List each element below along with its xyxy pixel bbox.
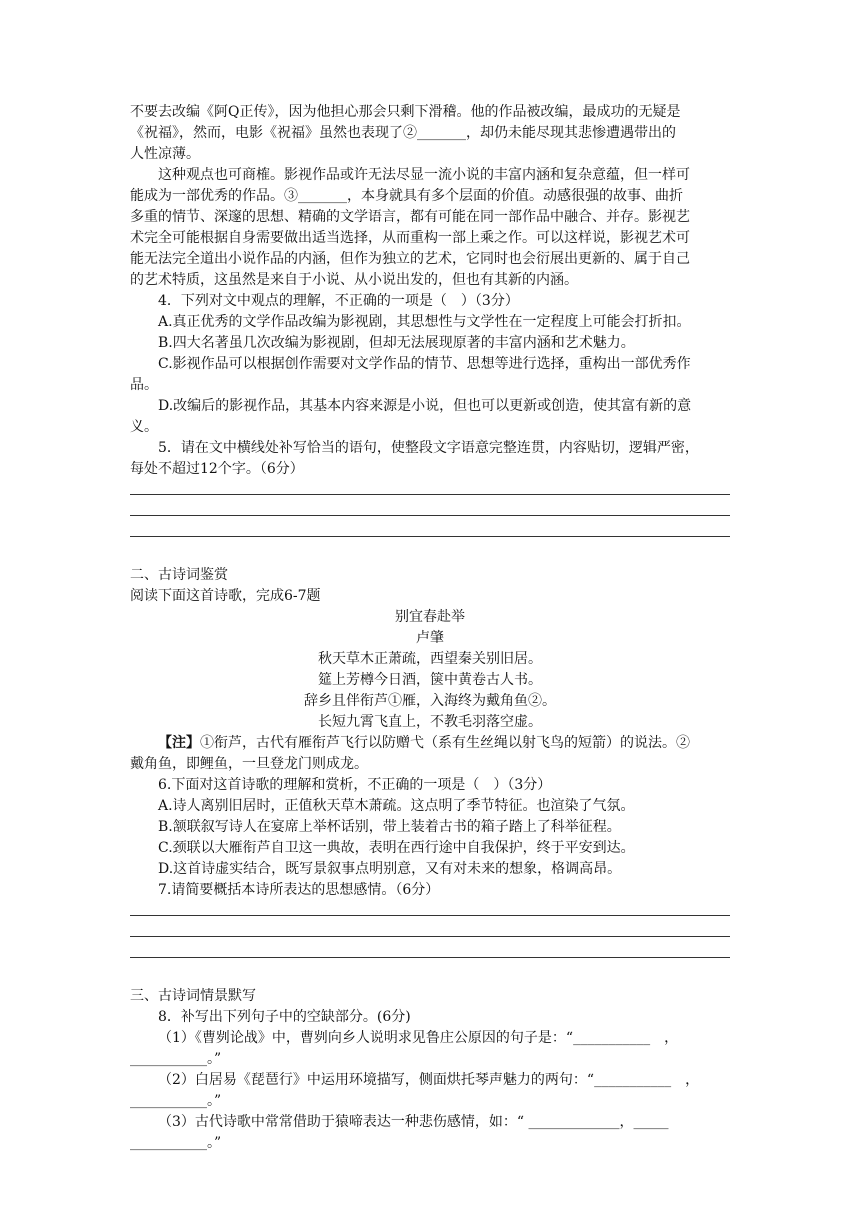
question-8-stem: 8．补写出下列句子中的空缺部分。(6分) [158,1009,411,1025]
option-c: C.影视作品可以根据创作需要对文学作品的情节、思想等进行选择，重构出一部优秀作 [158,356,691,372]
section-poetry-dictation [130,986,730,1154]
question-stem: 7.请简要概括本诗所表达的思想感情。（6分） [158,882,440,898]
question-stem-cont: 每处不超过12个字。（6分） [130,461,304,477]
document-content [130,102,730,1154]
option-d: D.这首诗虚实结合，既写景叙事点明别意，又有对未来的想象，格调高昂。 [158,861,622,877]
answer-line[interactable] [130,515,730,516]
passage-line: 能无法完全道出小说作品的内涵，但作为独立的艺术，它同时也会衍展出更新的、属于自己 [130,251,690,267]
option-d: D.改编后的影视作品，其基本内容来源是小说，但也可以更新或创造，使其富有新的意 [158,398,692,414]
dictation-item-1-cont: ___________。” [130,1051,222,1067]
answer-line[interactable] [130,915,730,916]
option-d-cont: 义。 [130,419,158,435]
option-b: B.颔联叙写诗人在宴席上举杯话别，带上装着古书的箱子踏上了科举征程。 [158,819,621,835]
passage-line: 的艺术特质，这虽然是来自于小说、从小说出发的，但也有其新的内涵。 [130,272,578,288]
dictation-item-1: （1）《曹刿论战》中，曹刿向乡人说明求见鲁庄公原因的句子是：“___________ ， [158,1030,679,1046]
question-6 [130,775,730,880]
poem-line: 长短九霄飞直上，不教毛羽落空虚。 [318,714,542,730]
section-poetry-appreciation [130,565,730,775]
passage-line: 《祝福》，然而，电影《祝福》虽然也表现了②_______，却仍未能尽现其悲惨遭遇带出的 [130,125,676,141]
passage-line: 多重的情节、深邃的思想、精确的文学语言，都有可能在同一部作品中融合、并存。影视艺 [130,209,690,225]
answer-line[interactable] [130,936,730,937]
passage-line: 不要去改编《阿Q正传》，因为他担心那会只剩下滑稽。他的作品被改编，最成功的无疑是 [130,104,681,120]
question-4 [130,291,730,438]
question-7 [130,880,730,958]
passage-paragraph-2 [130,165,730,291]
poem-line: 辞乡且伴衔芦①雁，入海终为戴角鱼②。 [304,693,556,709]
poem-note-cont: 戴角鱼，即鲤鱼，一旦登龙门则成龙。 [130,756,368,772]
passage-paragraph-1 [130,102,730,165]
section-heading: 三、古诗词情景默写 [130,988,256,1004]
poem-title: 别宜春赴举 [395,609,465,625]
dictation-item-2-cont: ___________。” [130,1093,222,1109]
section-heading: 二、古诗词鉴赏 [130,567,228,583]
passage-line: 术完全可能根据自身需要做出适当选择，从而重构一部上乘之作。可以这样说，影视艺术可 [130,230,690,246]
question-stem: 4．下列对文中观点的理解，不正确的一项是（ ）（3分） [158,293,519,309]
option-c: C.颈联以大雁衔芦自卫这一典故，表明在西行途中自我保护，终于平安到达。 [158,840,635,856]
dictation-item-3-cont: ___________。” [130,1135,222,1151]
poem-note [130,733,730,754]
poem-line: 秋天草木正萧疏，西望秦关别旧居。 [318,651,542,667]
option-b: B.四大名著虽几次改编为影视剧，但却无法展现原著的丰富内涵和艺术魅力。 [158,335,635,351]
option-a: A.真正优秀的文学作品改编为影视剧，其思想性与文学性在一定程度上可能会打折扣。 [158,314,691,330]
option-a: A.诗人离别旧居时，正值秋天草木萧疏。这点明了季节特征。也渲染了气氛。 [158,798,635,814]
option-c-cont: 品。 [130,377,158,393]
note-tag: 【注】 [158,735,200,751]
spacer [130,958,730,986]
question-5 [130,438,730,537]
passage-line: 能成为一部优秀的作品。③_______，本身就具有多个层面的价值。动感很强的故事、曲折 [130,188,683,204]
dictation-item-2: （2）白居易《琵琶行》中运用环境描写，侧面烘托琴声魅力的两句：“___________ ， [158,1072,700,1088]
passage-line: 人性凉薄。 [130,146,200,162]
answer-line[interactable] [130,494,730,495]
passage-line: 这种观点也可商榷。影视作品或许无法尽显一流小说的丰富内涵和复杂意蕴，但一样可 [158,167,690,183]
question-stem: 6.下面对这首诗歌的理解和赏析，不正确的一项是（ ）（3分） [158,777,552,793]
question-stem: 5．请在文中横线处补写恰当的语句，使整段文字语意完整连贯，内容贴切，逻辑严密， [158,440,699,456]
note-text: ①衔芦，古代有雁衔芦飞行以防赠弋（系有生丝绳以射飞鸟的短箭）的说法。② [200,735,690,751]
section-intro: 阅读下面这首诗歌，完成6-7题 [130,588,321,604]
spacer [130,537,730,565]
dictation-item-3: （3）古代诗歌中常常借助于猿啼表达一种悲伤感情，如：“ _____________，_____ [158,1114,669,1130]
poem-author: 卢肇 [416,630,444,646]
poem-line: 筵上芳樽今日酒，箧中黄卷古人书。 [318,672,542,688]
